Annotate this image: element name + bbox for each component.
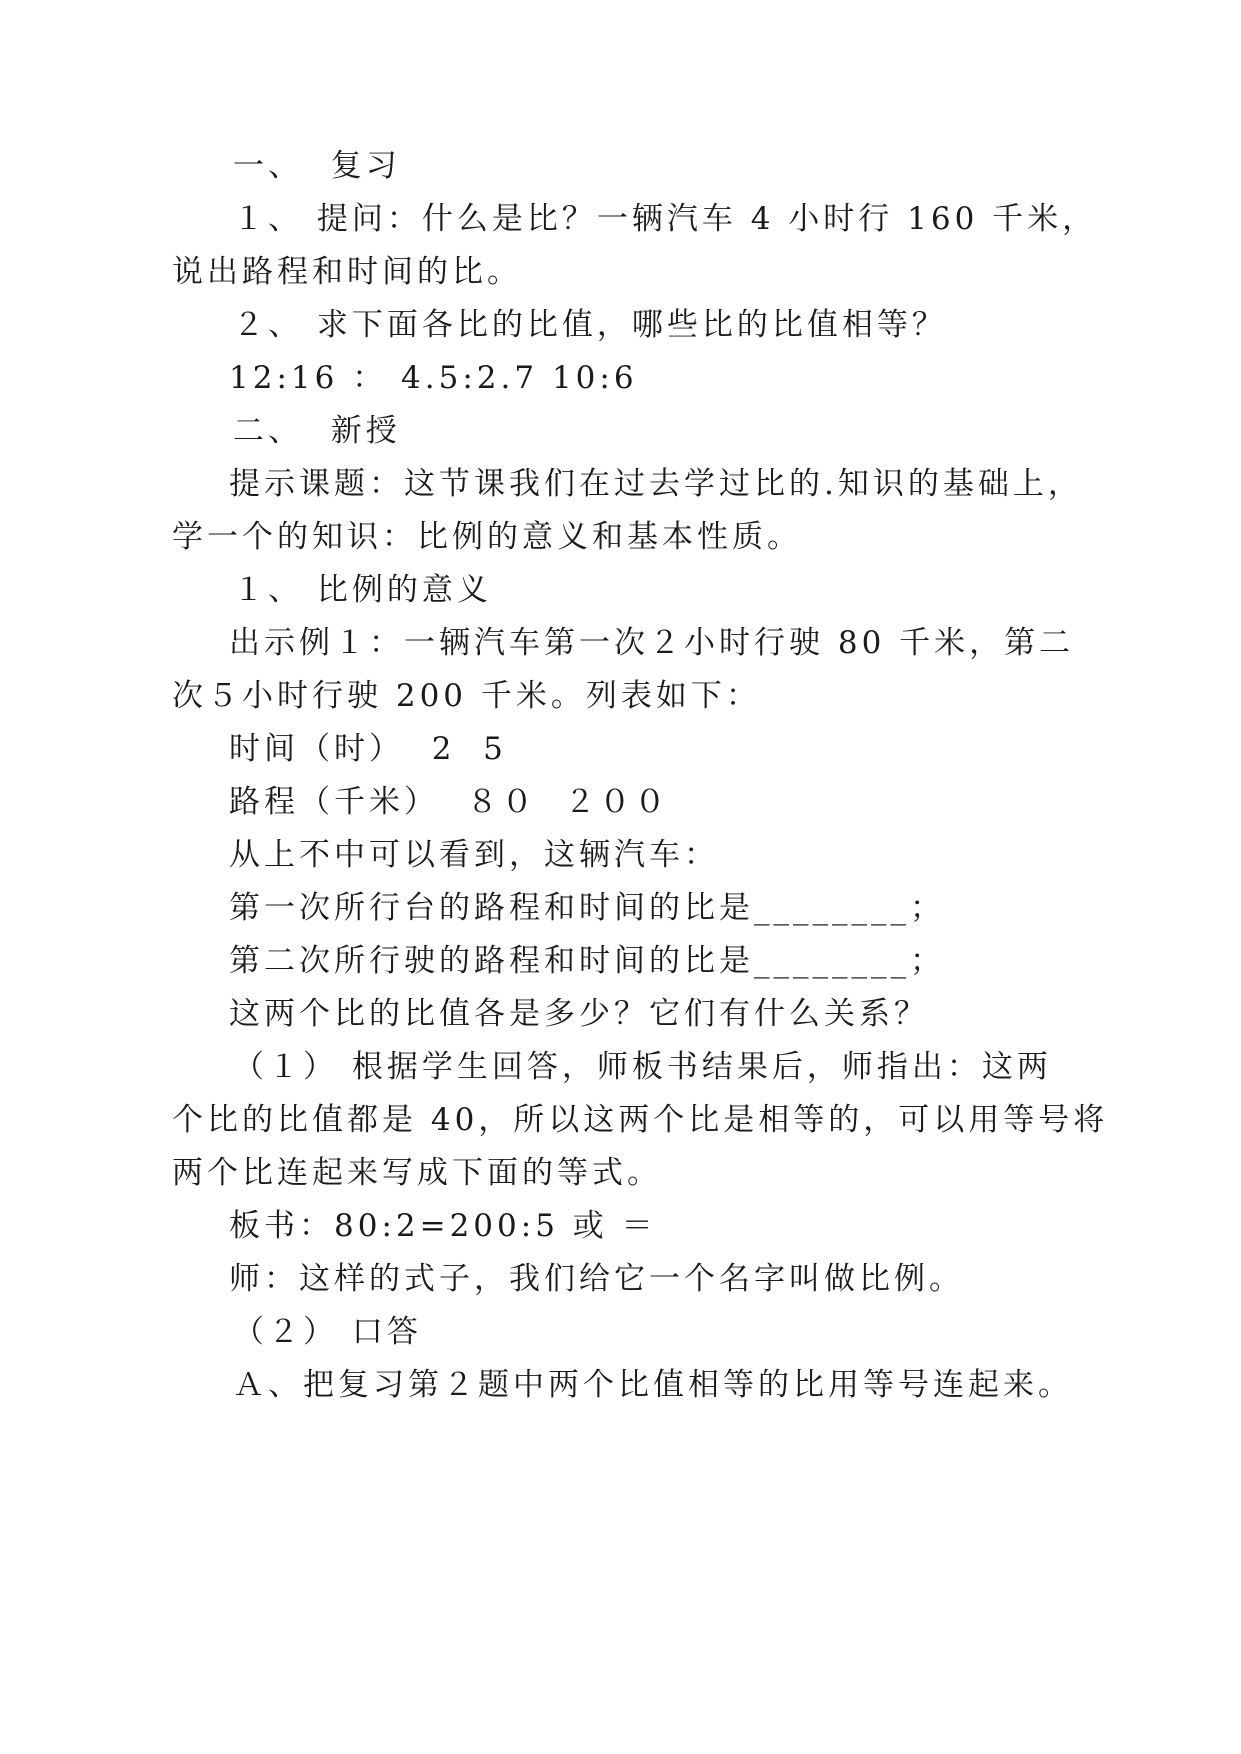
subsection-heading: １、 比例的意义 xyxy=(233,572,492,608)
paragraph-line: 这两个比的比值各是多少？它们有什么关系？ xyxy=(229,996,929,1032)
paragraph-line: 第一次所行台的路程和时间的比是________； xyxy=(229,890,945,926)
paragraph-line: 出示例１：一辆汽车第一次２小时行驶 80 千米，第二 xyxy=(229,625,1075,661)
table-row-time: 时间（时） 2 5 xyxy=(229,731,507,767)
paragraph-line: 提示课题：这节课我们在过去学过比的.知识的基础上， xyxy=(229,466,1083,502)
board-writing: 板书：80:2=200:5 或 ＝ xyxy=(229,1208,657,1244)
section-heading: 一、 复习 xyxy=(233,148,401,184)
paragraph-line: Ａ、把复习第２题中两个比值相等的比用等号连起来。 xyxy=(233,1367,1073,1403)
paragraph-line: 第二次所行驶的路程和时间的比是________； xyxy=(229,943,945,979)
paragraph-line: 师：这样的式子，我们给它一个名字叫做比例。 xyxy=(229,1261,964,1297)
paragraph-line: 学一个的知识：比例的意义和基本性质。 xyxy=(172,519,802,555)
paragraph-line: 次５小时行驶 200 千米。列表如下： xyxy=(172,678,761,714)
paragraph-line: （１） 根据学生回答，师板书结果后，师指出：这两 xyxy=(233,1049,1052,1085)
paragraph-line: ２、 求下面各比的比值，哪些比的比值相等？ xyxy=(233,307,947,343)
paragraph-line: １、 提问：什么是比？一辆汽车 4 小时行 160 千米， xyxy=(233,201,1098,237)
table-row-distance: 路程（千米） ８０ ２００ xyxy=(229,784,670,820)
paragraph-line: 个比的比值都是 40，所以这两个比是相等的，可以用等号将 xyxy=(172,1102,1109,1138)
paragraph-line: （２） 口答 xyxy=(233,1314,422,1350)
paragraph-line: 两个比连起来写成下面的等式。 xyxy=(172,1155,662,1191)
paragraph-line: 从上不中可以看到，这辆汽车： xyxy=(229,837,719,873)
section-heading: 二、 新授 xyxy=(233,413,401,449)
paragraph-line: 说出路程和时间的比。 xyxy=(172,254,522,290)
paragraph-line: 12:16 ： 4.5:2.7 10:6 xyxy=(229,360,638,396)
